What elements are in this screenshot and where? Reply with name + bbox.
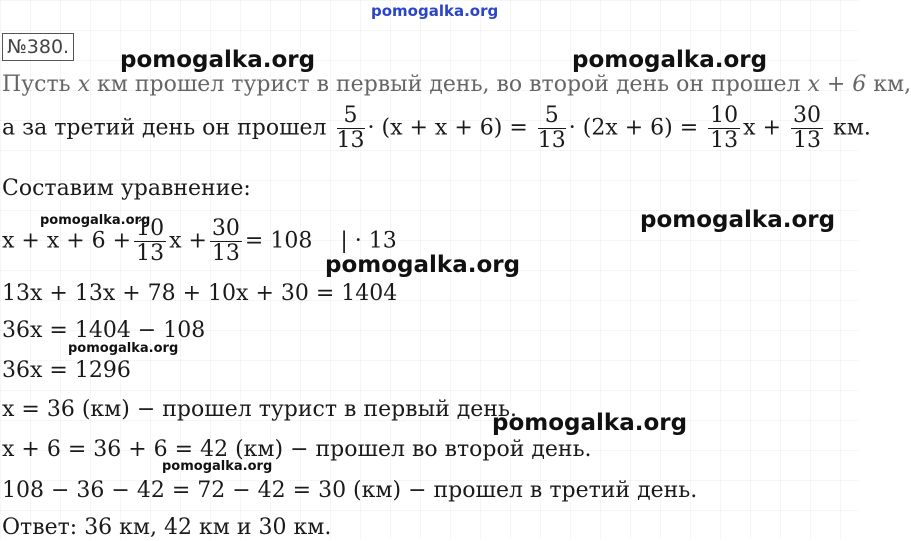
frac-num: 30 <box>793 103 822 128</box>
watermark-small-3: pomogalka.org <box>162 459 273 474</box>
step-1: 13x + 13x + 78 + 10x + 30 = 1404 <box>2 281 398 306</box>
watermark-1: pomogalka.org <box>120 47 316 73</box>
intro-text-1: Пусть <box>2 72 78 97</box>
third-day-expr1: · (x + x + 6) = <box>367 115 528 141</box>
third-day-expr2: · (2x + 6) = <box>568 115 699 141</box>
third-day-unit: км. <box>833 115 871 141</box>
fraction-30-13 <box>791 104 823 153</box>
step-4: x = 36 (км) − прошел турист в первый день. <box>2 397 517 422</box>
watermark-3: pomogalka.org <box>640 207 836 233</box>
equation-left: x + x + 6 + <box>2 228 132 254</box>
frac-den: 13 <box>211 241 240 266</box>
frac-den: 13 <box>793 128 822 153</box>
frac-num: 10 <box>710 103 739 128</box>
frac-num: 5 <box>337 104 365 129</box>
watermark-small-1: pomogalka.org <box>40 213 151 228</box>
step-6: 108 − 36 − 42 = 72 − 42 = 30 (км) − прошел в третий день. <box>2 478 698 503</box>
watermark-small-2: pomogalka.org <box>68 341 179 356</box>
equation-intro: Составим уравнение: <box>2 176 251 201</box>
intro-var-x: x <box>77 72 91 97</box>
step-2: 36x = 1404 − 108 <box>2 318 206 343</box>
third-day-expr3: x + <box>743 115 782 141</box>
equation-mid: x + <box>169 228 207 254</box>
third-day-lead: а за третий день он прошел <box>2 115 327 141</box>
step-3: 36x = 1296 <box>2 358 131 383</box>
watermark-5: pomogalka.org <box>492 410 688 436</box>
watermark-2: pomogalka.org <box>572 47 768 73</box>
frac-den: 13 <box>537 128 566 153</box>
problem-number: №380. <box>2 33 74 61</box>
equation-right: = 108 | · 13 <box>244 228 397 254</box>
watermark-4: pomogalka.org <box>325 252 521 278</box>
fraction-5-13-a <box>337 104 365 153</box>
intro-text-3: км, <box>866 72 911 97</box>
equation-fraction-30-13 <box>210 217 242 266</box>
frac-den: 13 <box>710 128 739 153</box>
fraction-10-13 <box>708 104 740 153</box>
equation-fraction-10-13 <box>134 217 166 266</box>
answer-line: Ответ: 36 км, 42 км и 30 км. <box>2 515 332 540</box>
third-day-line <box>2 104 871 153</box>
frac-den: 13 <box>136 241 165 266</box>
fraction-5-13-b <box>538 104 566 153</box>
watermark-top: pomogalka.org <box>371 2 499 20</box>
frac-num: 30 <box>211 216 240 241</box>
intro-line <box>2 72 911 98</box>
frac-num: 10 <box>136 216 165 241</box>
step-5: x + 6 = 36 + 6 = 42 (км) − прошел во второй день. <box>2 437 592 462</box>
intro-text-2: км прошел турист в первый день, во второй день он прошел <box>90 72 808 97</box>
intro-expr: x + 6 <box>807 72 867 97</box>
frac-num: 5 <box>538 104 566 129</box>
frac-den: 13 <box>336 128 365 153</box>
